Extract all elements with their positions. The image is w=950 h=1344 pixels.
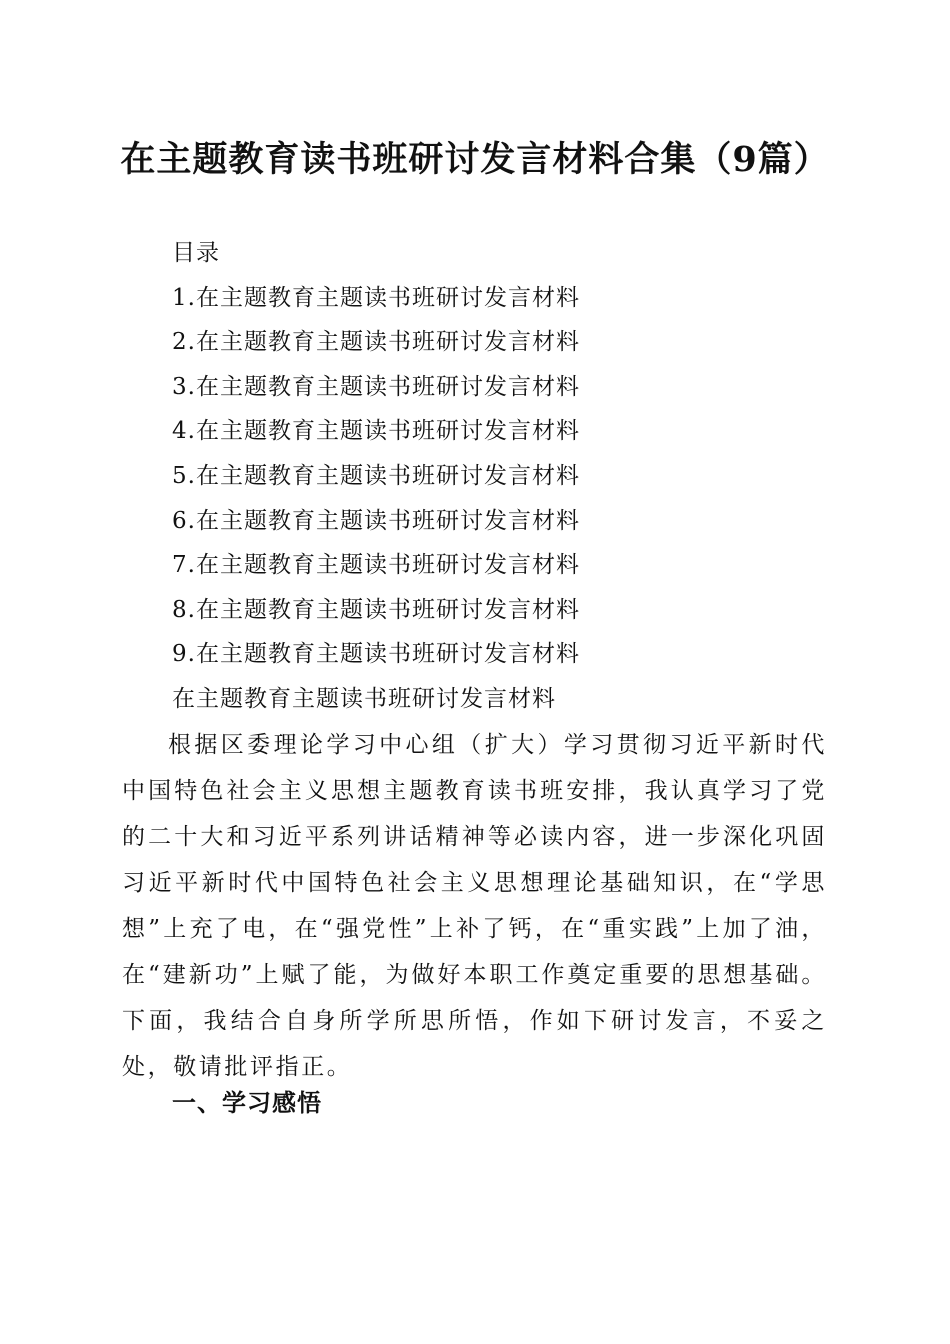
section-heading: 一、学习感悟 [172,1089,322,1117]
body-text [122,722,827,1090]
toc-item: 3.在主题教育主题读书班研讨发言材料 [172,373,580,400]
toc-item: 7.在主题教育主题读书班研讨发言材料 [172,552,580,579]
article-title: 在主题教育主题读书班研讨发言材料 [172,685,556,712]
toc-item: 2.在主题教育主题读书班研讨发言材料 [172,329,580,356]
document-title: 在主题教育读书班研讨发言材料合集（9篇） [120,139,830,180]
toc-heading: 目录 [172,240,220,266]
toc-item: 1.在主题教育主题读书班研讨发言材料 [172,284,580,311]
toc-item: 6.在主题教育主题读书班研讨发言材料 [172,507,580,534]
toc-item: 5.在主题教育主题读书班研讨发言材料 [172,462,580,489]
paragraph: 根据区委理论学习中心组（扩大）学习贯彻习近平新时代中国特色社会主义思想主题教育读书班安排，我认真学习了党的二十大和习近平系列讲话精神等必读内容，进一步深化巩固习近平新时代中国特色社会主义思想理论基础知识，在“学思想”上充了电，在“强党性”上补了钙，在“重实践”上加了油，在“建新功”上赋了能，为做好本职工作奠定重要的思想基础。下面，我结合自身所学所思所悟，作如下研讨发言，不妥之处，敬请批评指正。 [122,732,827,1080]
table-of-contents [172,231,872,722]
toc-item: 9.在主题教育主题读书班研讨发言材料 [172,641,580,668]
toc-item: 8.在主题教育主题读书班研讨发言材料 [172,596,580,623]
toc-item: 4.在主题教育主题读书班研讨发言材料 [172,418,580,445]
